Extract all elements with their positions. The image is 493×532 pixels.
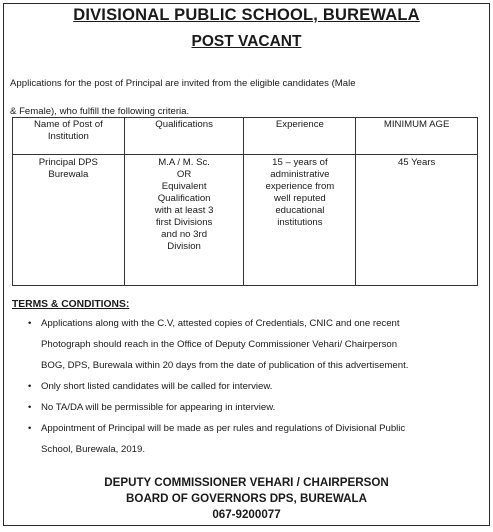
term-line: School, Burewala, 2019. bbox=[41, 444, 145, 455]
post-vacant-heading: POST VACANT bbox=[191, 33, 302, 50]
signature-block bbox=[4, 475, 489, 523]
list-item bbox=[28, 376, 483, 397]
bullet-icon: • bbox=[28, 423, 32, 434]
header-qualifications: Qualifications bbox=[124, 118, 244, 155]
terms-heading: TERMS & CONDITIONS: bbox=[12, 299, 130, 310]
contact-phone: 067-9200077 bbox=[212, 508, 281, 521]
header-experience: Experience bbox=[244, 118, 356, 155]
term-line: Appointment of Principal will be made as per rules and regulations of Divisional Public bbox=[41, 423, 406, 434]
bullet-icon: • bbox=[28, 402, 32, 413]
advertisement-page bbox=[3, 3, 490, 526]
cell-qualifications: M.A / M. Sc. OR Equivalent Qualification with at least 3 first Divisions and no 3rd Division bbox=[124, 155, 244, 286]
signatory-board: BOARD OF GOVERNORS DPS, BUREWALA bbox=[126, 492, 367, 505]
term-line: BOG, DPS, Burewala within 20 days from the date of publication of this advertisement. bbox=[41, 360, 409, 371]
bullet-icon: • bbox=[28, 318, 32, 329]
cell-minimum-age: 45 Years bbox=[356, 155, 478, 286]
term-line: Only short listed candidates will be called for interview. bbox=[41, 381, 273, 392]
list-item bbox=[28, 313, 483, 376]
header-minimum-age: MINIMUM AGE bbox=[356, 118, 478, 155]
signatory-title: DEPUTY COMMISSIONER VEHARI / CHAIRPERSON bbox=[104, 476, 389, 489]
header-post-name: Name of Post of Institution bbox=[13, 118, 125, 155]
cell-post-name: Principal DPS Burewala bbox=[13, 155, 125, 286]
cell-experience: 15 – years of administrative experience from well reputed educational institutions bbox=[244, 155, 356, 286]
table-row bbox=[13, 155, 478, 286]
school-title: DIVISIONAL PUBLIC SCHOOL, BUREWALA bbox=[73, 6, 420, 24]
list-item bbox=[28, 418, 483, 460]
intro-line: Applications for the post of Principal are invited from the eligible candidates (Male bbox=[10, 78, 356, 89]
term-line: Applications along with the C.V, attested copies of Credentials, CNIC and one recent bbox=[41, 318, 400, 329]
term-line: No TA/DA will be permissible for appearing in interview. bbox=[41, 402, 276, 413]
table-header-row bbox=[13, 118, 478, 155]
intro-line: & Female), who fulfill the following criteria. bbox=[10, 106, 190, 117]
criteria-table bbox=[12, 117, 478, 286]
bullet-icon: • bbox=[28, 381, 32, 392]
term-line: Photograph should reach in the Office of Deputy Commissioner Vehari/ Chairperson bbox=[41, 339, 398, 350]
terms-list bbox=[28, 313, 483, 460]
list-item bbox=[28, 397, 483, 418]
